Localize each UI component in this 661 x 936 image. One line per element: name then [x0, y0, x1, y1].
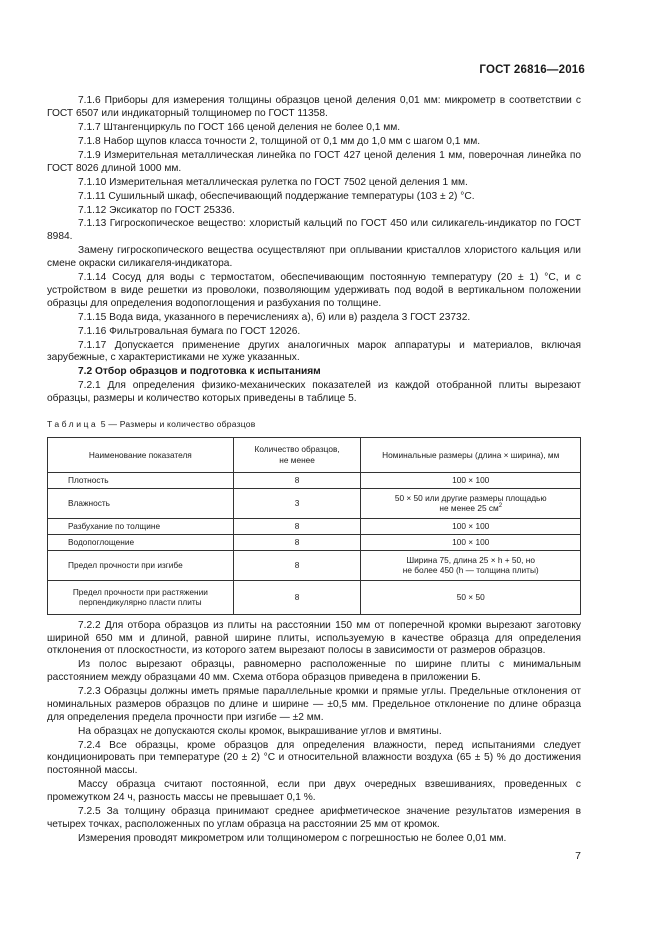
table-cell: 100 × 100 [361, 472, 581, 488]
paragraph: 7.1.9 Измерительная металлическая линейка по ГОСТ 427 ценой деления 1 мм, поверочная линейка по ГОСТ 8026 длиной 1000 мм. [47, 149, 581, 174]
table-row [48, 488, 581, 518]
paragraph: 7.1.11 Сушильный шкаф, обеспечивающий поддержание температуры (103 ± 2) °С. [78, 190, 475, 202]
table-cell: 8 [233, 534, 361, 550]
table-cell: 3 [233, 488, 361, 518]
table-cell: Разбухание по толщине [48, 518, 234, 534]
paragraph: Измерения проводят микрометром или толщиномером с погрешностью не более 0,01 мм. [78, 832, 507, 844]
table-cell: Плотность [48, 472, 234, 488]
table-caption-dash: — [108, 418, 118, 429]
table-cell-line: не менее 25 см [439, 503, 499, 514]
table-cell: 100 × 100 [361, 534, 581, 550]
samples-table [47, 437, 581, 615]
paragraph: 7.2.5 За толщину образца принимают среднее арифметическое значение результатов измерения в четырех точках, расположенных по углам образца на расстоянии 25 мм от кромок. [47, 806, 581, 830]
table-cell-line: 50 × 50 или другие размеры площадью [394, 492, 547, 503]
table-cell-superscript: 2 [498, 503, 503, 510]
table-row [48, 550, 581, 580]
table-row [48, 580, 581, 614]
table-caption-title: Размеры и количество образцов [119, 418, 256, 429]
table-row [48, 472, 581, 488]
table-cell: Предел прочности при изгибе [48, 550, 234, 580]
paragraph: 7.1.12 Эксикатор по ГОСТ 25336. [78, 204, 235, 216]
table-cell-line: не более 450 (h — толщина плиты) [402, 565, 539, 576]
paragraph: 7.1.7 Штангенциркуль по ГОСТ 166 ценой деления не более 0,1 мм. [78, 121, 401, 133]
document-header: ГОСТ 26816—2016 [479, 64, 585, 76]
paragraph: На образцах не допускаются сколы кромок, выкрашивание углов и вмятины. [78, 725, 442, 737]
table-cell: 8 [233, 550, 361, 580]
table-header-cell: Номинальные размеры (длина × ширина), мм [361, 437, 581, 472]
table-caption-label: Таблица [47, 418, 99, 429]
table-cell: 100 × 100 [361, 518, 581, 534]
paragraph: Из полос вырезают образцы, равномерно расположенные по ширине плиты с минимальным расстоянием между образцами 40 мм. Схема отбора образцов приведена в приложении Б. [47, 659, 581, 684]
paragraph: Массу образца считают постоянной, если при двух очередных взвешиваниях, проведенных с промежутком 24 ч, разность массы не превышает 0,1 %. [47, 779, 581, 804]
table-row [48, 534, 581, 550]
table-cell [48, 580, 234, 614]
paragraph: 7.1.8 Набор щупов класса точности 2, толщиной от 0,1 мм до 1,0 мм с шагом 0,1 мм. [78, 135, 481, 147]
page-content [47, 95, 581, 847]
table-cell: Влажность [48, 488, 234, 518]
table-header-cell: Наименование показателя [48, 437, 234, 472]
table-cell: 8 [233, 580, 361, 614]
table-header-cell [233, 437, 361, 472]
table-cell: 8 [233, 518, 361, 534]
paragraph: 7.2.2 Для отбора образцов из плиты на расстоянии 150 мм от поперечной кромки вырезают заготовку шириной 650 мм и длиной, равной ширине плиты, используемую в качестве образца для определения отклонения от плоскостности, из которого затем вырезают полосы в зависимости от размеров образцов. [47, 619, 581, 657]
table-cell-line: Предел прочности при растяжении [72, 586, 208, 597]
section-heading: 7.2 Отбор образцов и подготовка к испытаниям [78, 366, 321, 378]
table-cell [361, 488, 581, 518]
table-cell [361, 550, 581, 580]
paragraph: 7.1.10 Измерительная металлическая рулетка по ГОСТ 7502 ценой деления 1 мм. [78, 176, 468, 188]
table-cell-line: перпендикулярно пласти плиты [79, 597, 202, 608]
table-cell: Водопоглощение [48, 534, 234, 550]
table-header-row [48, 437, 581, 472]
table-cell: 50 × 50 [361, 580, 581, 614]
table-caption-number: 5 [100, 418, 106, 429]
paragraph: 7.1.16 Фильтровальная бумага по ГОСТ 12026. [78, 325, 301, 337]
paragraph: 7.1.15 Вода вида, указанного в перечислениях а), б) или в) раздела 3 ГОСТ 23732. [78, 311, 471, 323]
paragraph: 7.1.17 Допускается применение других аналогичных марок аппаратуры и материалов, включая зарубежные, с характеристиками не хуже указанных. [47, 339, 581, 364]
paragraph: 7.1.6 Приборы для измерения толщины образцов ценой деления 0,01 мм: микрометр в соответствии с ГОСТ 6507 или индикаторный толщиномер по ГОСТ 11358. [47, 95, 581, 119]
table-header-line: не менее [279, 454, 315, 465]
page-number: 7 [575, 850, 581, 862]
table-row [48, 518, 581, 534]
paragraph: 7.2.1 Для определения физико-механических показателей из каждой отобранной плиты вырезают образцы, размеры и количество которых приведены в таблице 5. [47, 380, 581, 405]
table-caption [47, 418, 581, 431]
table-header-line: Количество образцов, [254, 444, 340, 455]
paragraph: 7.1.14 Сосуд для воды с термостатом, обеспечивающим постоянную температуру (20 ± 1) °С, и с устройством в виде решетки из проволоки, позволяющим удерживать под водой в вертикальном положении образцы для определения водопоглощения и разбухания по толщине. [47, 272, 581, 309]
table-cell: 8 [233, 472, 361, 488]
table-cell-line: Ширина 75, длина 25 × h + 50, но [406, 554, 535, 565]
paragraph: Замену гигроскопического вещества осуществляют при оплывании кристаллов хлористого кальция или смене окраски силикагеля-индикатора. [47, 245, 581, 270]
paragraph: 7.2.3 Образцы должны иметь прямые параллельные кромки и прямые углы. Предельные отклонения от номинальных размеров образцов по длине и ширине — ±0,5 мм. Предельное отклонение по длине образца для определения предела прочности при изгибе — ±2 мм. [47, 686, 581, 723]
paragraph: 7.2.4 Все образцы, кроме образцов для определения влажности, перед испытаниями следует кондиционировать при температуре (20 ± 2) °С и относительной влажности воздуха (65 ± 5) % до достижения постоянной массы. [47, 739, 581, 777]
paragraph: 7.1.13 Гигроскопическое вещество: хлористый кальций по ГОСТ 450 или силикагель-индикатор по ГОСТ 8984. [47, 218, 581, 243]
